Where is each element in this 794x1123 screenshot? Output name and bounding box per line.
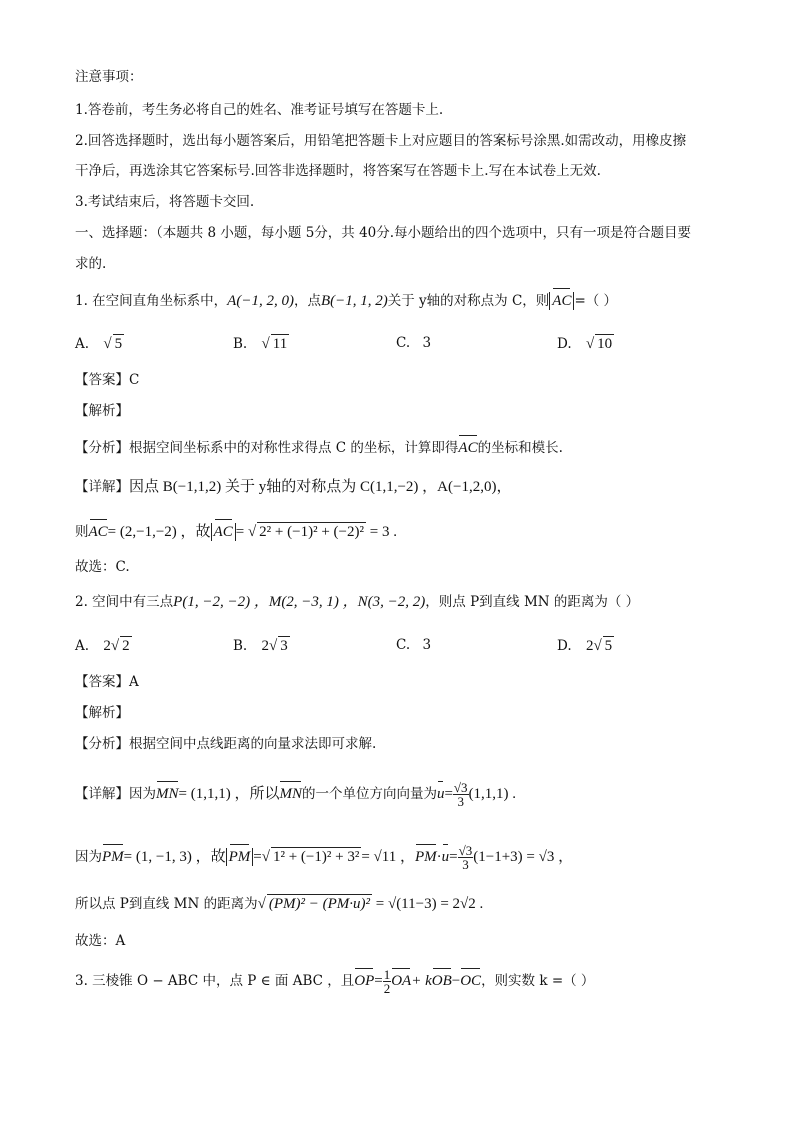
q2-d1-text-d: (1,1,1) . <box>468 786 517 802</box>
q2-d2-text-g: (1−1+3) = √3 ， <box>473 849 574 865</box>
q1-vector-ac: AC <box>552 293 572 309</box>
q2-fenxi-text: 根据空间中点线距离的向量求法即可求解. <box>129 736 377 752</box>
q1-line2-sqrt: √ 2² + (−1)² + (−2)² <box>248 524 366 540</box>
q1-point-b: B(−1, 1, 2) <box>320 293 388 309</box>
notice-title: 注意事项： <box>75 69 143 85</box>
q2-d2-dot: · <box>436 849 442 865</box>
q2-d3-sqrt: √ (PM)² − (PM·u)² <box>258 896 372 912</box>
q2-d2-fraction: $\frac{√3}{3}$ <box>458 843 473 872</box>
q1-detail <box>75 478 511 496</box>
q2-detail-line2 <box>75 844 573 871</box>
q3-vector-oc: OC <box>460 973 482 989</box>
notice-item-2b: 干净后，再选涂其它答案标号.回答非选择题时，将答案写在答题卡上.写在本试卷上无效. <box>75 163 601 179</box>
q2-conclusion: 故选：A <box>75 933 126 949</box>
q1-conclusion: 故选：C. <box>75 559 130 575</box>
q3-plus-k: + k <box>411 973 432 989</box>
q1-fenxi-vector: AC <box>458 440 478 456</box>
q1-option-b[interactable] <box>233 334 289 353</box>
q1-mid1: ，点 <box>293 293 321 309</box>
q2-d1-text-a: 因为 <box>129 786 156 802</box>
q1-fenxi-text-a: 根据空间坐标系中的对称性求得点 C 的坐标，计算即得 <box>129 440 459 456</box>
notice-item-3: 3.考试结束后，将答题卡交回. <box>75 194 255 210</box>
q1-option-d-value: √ 10 <box>586 336 614 352</box>
q2-points: P(1, −2, −2) ，M(2, −3, 1) ，N(3, −2, 2) <box>173 594 426 610</box>
q3-stem <box>75 968 594 995</box>
q2-answer <box>75 673 139 691</box>
q1-option-b-value: √ 11 <box>262 336 290 352</box>
q1-prefix: 1. 在空间直角坐标系中， <box>75 293 228 309</box>
q1-fenxi <box>75 439 563 457</box>
q1-mid2: 关于 y轴的对称点为 C，则 <box>387 293 550 309</box>
q1-answer <box>75 371 139 389</box>
q2-d2-eq: = <box>253 849 262 865</box>
notice-item-1: 1.答卷前，考生务必将自己的姓名、准考证号填写在答题卡上. <box>75 102 444 118</box>
q3-vector-ob: OB <box>431 973 452 989</box>
q1-jiexi: 【解析】 <box>75 403 129 419</box>
q1-line2-vector: AC <box>88 524 108 540</box>
section-header-line1: 一、选择题：（本题共 8 小题，每小题 5分，共 40分.每小题给出的四个选项中，只有一项是符合题目要 <box>75 225 692 241</box>
q2-fenxi-tag: 【分析】 <box>75 736 129 752</box>
q3-suffix: ，则实数 k =（ ） <box>481 973 595 989</box>
q1-fenxi-tag: 【分析】 <box>75 440 129 456</box>
q3-vector-oa: OA <box>391 973 412 989</box>
q1-option-c[interactable] <box>396 334 431 352</box>
q2-option-d[interactable] <box>557 636 614 655</box>
q1-suffix: =（ ） <box>574 293 618 309</box>
q1-option-a-label: A. <box>75 336 90 352</box>
q2-fenxi <box>75 735 376 753</box>
q1-line2-abs: AC <box>211 523 236 541</box>
q2-option-c-value: 3 <box>422 637 432 653</box>
q1-option-c-value: 3 <box>422 335 432 351</box>
section-header-line2: 求的. <box>75 256 107 272</box>
q1-answer-value: C <box>129 372 140 388</box>
q1-detail-tag: 【详解】 <box>75 479 129 495</box>
q2-answer-tag: 【答案】 <box>75 674 129 690</box>
q2-jiexi: 【解析】 <box>75 705 129 721</box>
q3-minus: − <box>451 973 461 989</box>
q1-vector-ac-abs <box>549 292 574 310</box>
q2-d2-text-d: = √11 ， <box>361 849 415 865</box>
q1-line2-text-b: = (2,−1,−2) ，故 <box>107 524 211 540</box>
q2-d2-text-b: = (1, −1, 3) ，故 <box>123 849 226 865</box>
q3-prefix: 3. 三棱锥 O − ABC 中，点 P ∈ 面 ABC ，且 <box>75 973 355 989</box>
q2-option-c-label: C. <box>396 637 411 653</box>
q2-d2-sqrt: √ 1² + (−1)² + 3² <box>262 849 362 865</box>
q2-d1-text-b: = (1,1,1) ，所以 <box>178 786 280 802</box>
q2-d1-vector-mn: MN <box>156 786 179 802</box>
q1-fenxi-text-b: 的坐标和模长. <box>477 440 563 456</box>
q2-d3-text-a: 所以点 P到直线 MN 的距离为 <box>75 896 258 912</box>
q2-detail-line3 <box>75 894 483 913</box>
q1-line2-text-a: 则 <box>75 524 89 540</box>
q2-d2-text-a: 因为 <box>75 849 102 865</box>
q1-option-b-label: B. <box>233 336 248 352</box>
q1-detail-line2 <box>75 522 397 541</box>
q2-option-b-label: B. <box>233 638 248 654</box>
q2-d1-vector-u: u <box>436 786 445 802</box>
q1-option-a-value: √ 5 <box>103 336 124 352</box>
q2-option-b-value: 2√ 3 <box>262 638 290 654</box>
q1-answer-tag: 【答案】 <box>75 372 129 388</box>
q2-stem <box>75 593 639 611</box>
q1-stem <box>75 292 617 310</box>
q2-option-a[interactable] <box>75 636 132 655</box>
q3-vector-op: OP <box>354 973 375 989</box>
q1-option-d-label: D. <box>557 336 572 352</box>
q2-option-a-label: A. <box>75 638 90 654</box>
q1-line2-eq: = <box>235 524 248 540</box>
q2-d1-vector-mn-2: MN <box>279 786 302 802</box>
q1-option-c-label: C. <box>396 335 411 351</box>
q2-prefix: 2. 空间中有三点 <box>75 594 174 610</box>
notice-item-2a: 2.回答选择题时，选出每小题答案后，用铅笔把答题卡上对应题目的答案标号涂黑.如需改动，用橡皮擦 <box>75 133 687 149</box>
q2-suffix: ，则点 P到直线 MN 的距离为（ ） <box>425 594 640 610</box>
q2-answer-value: A <box>129 674 139 690</box>
q2-d2-vector-u: u <box>441 849 450 865</box>
q2-option-d-value: 2√ 5 <box>586 638 614 654</box>
q2-d2-vector-pm-2: PM <box>414 849 437 865</box>
q2-option-a-value: 2√ 2 <box>103 638 131 654</box>
q2-option-c[interactable] <box>396 636 431 654</box>
q3-fraction: $\frac{1}{2}$ <box>383 967 391 996</box>
q2-d2-abs: PM <box>226 848 254 866</box>
q1-point-a: A(−1, 2, 0) <box>227 293 294 309</box>
q2-detail-tag: 【详解】 <box>75 786 129 802</box>
q1-option-a[interactable] <box>75 334 124 353</box>
q2-d1-eq: = <box>444 786 453 802</box>
q2-d3-text-b: = √(11−3) = 2√2 . <box>372 896 484 912</box>
q1-option-d[interactable] <box>557 334 614 353</box>
q2-option-d-label: D. <box>557 638 572 654</box>
q3-eq: = <box>374 973 383 989</box>
q2-option-b[interactable] <box>233 636 290 655</box>
q2-d1-text-c: 的一个单位方向向量为 <box>301 786 437 802</box>
q2-d2-vector-pm: PM <box>102 849 124 865</box>
q2-d1-fraction: $\frac{√3}{3}$ <box>453 780 468 809</box>
q1-line2-result: = 3 . <box>365 524 397 540</box>
q2-detail-line1 <box>75 781 516 808</box>
q2-d2-eq2: = <box>449 849 458 865</box>
q1-detail-text: 因点 B(−1,1,2) 关于 y轴的对称点为 C(1,1,−2) ，A(−1,2,0)， <box>129 479 512 495</box>
